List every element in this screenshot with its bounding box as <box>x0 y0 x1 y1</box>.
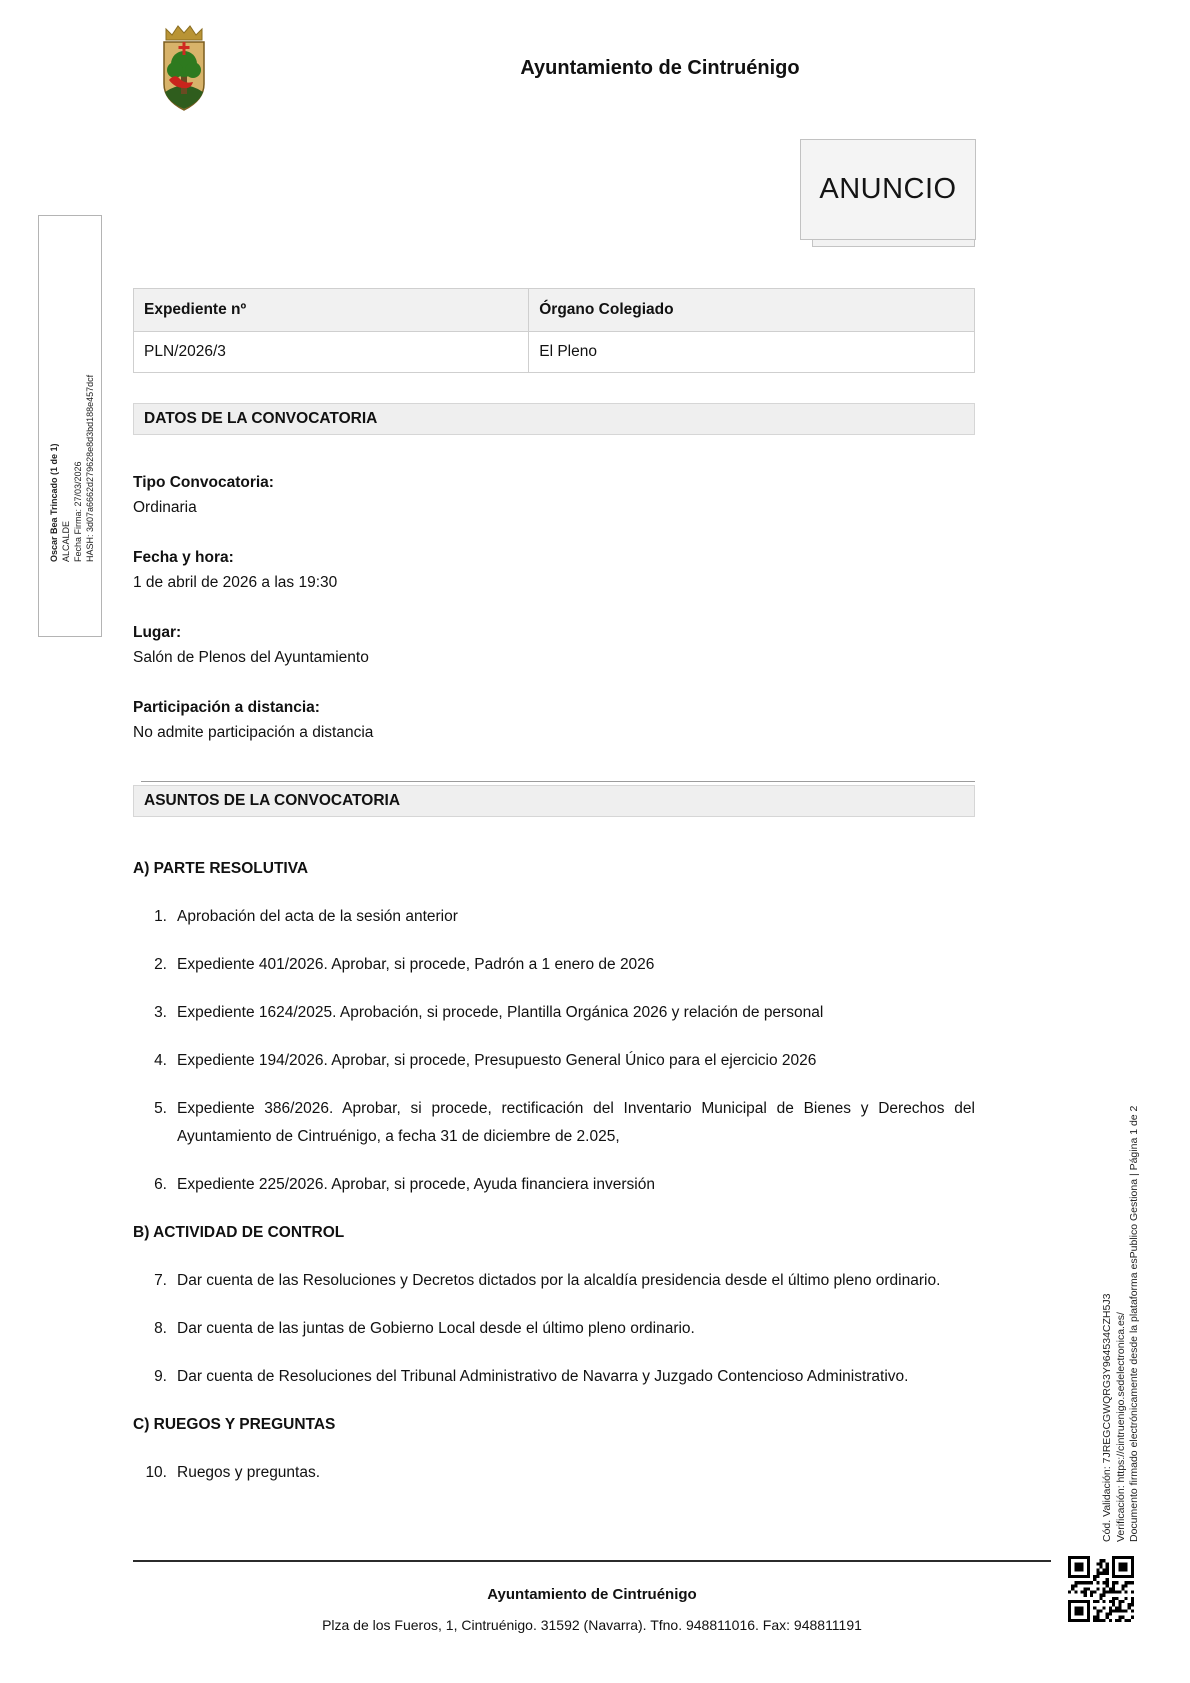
announcement-box <box>800 139 976 240</box>
agenda-group-heading-b: B) ACTIVIDAD DE CONTROL <box>133 1224 345 1241</box>
field-lugar <box>133 620 975 670</box>
list-item <box>133 951 975 979</box>
section-bar-asuntos <box>133 785 975 817</box>
list-item-number: 5. <box>154 1100 167 1117</box>
list-item <box>133 1095 975 1151</box>
list-item-text: Dar cuenta de las juntas de Gobierno Local desde el último pleno ordinario. <box>177 1320 695 1337</box>
list-item-text: Aprobación del acta de la sesión anterior <box>177 908 458 925</box>
page-title: Ayuntamiento de Cintruénigo <box>520 57 800 79</box>
signer-name: Oscar Bea Trincado (1 de 1) <box>49 443 59 562</box>
signature-hash: HASH: 3d07a6662d279628e8d3bd188e457dcf <box>85 374 95 562</box>
field-participacion <box>133 695 975 745</box>
list-item-number: 8. <box>154 1320 167 1337</box>
field-label: Participación a distancia: <box>133 699 320 716</box>
list-item-text: Dar cuenta de Resoluciones del Tribunal Administrativo de Navarra y Juzgado Contencioso Administrativo. <box>177 1368 909 1385</box>
field-fecha-hora <box>133 545 975 595</box>
list-item-number: 6. <box>154 1176 167 1193</box>
footer-address: Plza de los Fueros, 1, Cintruénigo. 31592 (Navarra). Tfno. 948811016. Fax: 948811191 <box>322 1617 862 1633</box>
expediente-table <box>133 288 975 373</box>
footer-divider <box>133 1560 1051 1562</box>
list-item-text: Ruegos y preguntas. <box>177 1464 321 1481</box>
field-value: 1 de abril de 2026 a las 19:30 <box>133 574 338 591</box>
list-item <box>133 1047 975 1075</box>
signer-role: ALCALDE <box>61 520 71 562</box>
list-item-text: Expediente 386/2026. Aprobar, si procede, rectificación del Inventario Municipal de Bienes y Derechos del Ayuntamiento de Cintruénigo, a fecha 31 de diciembre de 2.025, <box>177 1100 975 1145</box>
field-label: Lugar: <box>133 624 182 641</box>
section-bar-asuntos-label: ASUNTOS DE LA CONVOCATORIA <box>144 792 401 809</box>
field-label: Tipo Convocatoria: <box>133 474 274 491</box>
list-item-text: Dar cuenta de las Resoluciones y Decretos dictados por la alcaldía presidencia desde el último pleno ordinario. <box>177 1272 941 1289</box>
table-header-expediente: Expediente nº <box>134 289 529 332</box>
announcement-label: ANUNCIO <box>819 173 957 205</box>
list-item-number: 4. <box>154 1052 167 1069</box>
list-item <box>133 1315 975 1343</box>
validation-platform: Documento firmado electrónicamente desde la plataforma esPublico Gestiona | Página 1 de 2 <box>1128 1105 1140 1542</box>
town-coat-of-arms-icon <box>152 22 216 114</box>
list-item-text: Expediente 1624/2025. Aprobación, si procede, Plantilla Orgánica 2026 y relación de personal <box>177 1004 824 1021</box>
datos-fields <box>133 470 975 770</box>
list-item <box>133 999 975 1027</box>
signature-date: Fecha Firma: 27/03/2026 <box>73 461 83 562</box>
list-item-text: Expediente 401/2026. Aprobar, si procede, Padrón a 1 enero de 2026 <box>177 956 655 973</box>
qr-code <box>1068 1556 1134 1622</box>
list-item-text: Expediente 225/2026. Aprobar, si procede, Ayuda financiera inversión <box>177 1176 655 1193</box>
table-cell-expediente: PLN/2026/3 <box>134 332 529 373</box>
signature-sidebar-text <box>48 202 96 562</box>
list-item <box>133 903 975 931</box>
validation-code: Cód. Validación: 7JREGCGWQRG3Y964534CZH5J3 <box>1101 1293 1113 1542</box>
list-item-number: 1. <box>154 908 167 925</box>
section-divider <box>141 781 975 782</box>
table-header-organo: Órgano Colegiado <box>529 289 975 332</box>
list-item-number: 9. <box>154 1368 167 1385</box>
field-value: Ordinaria <box>133 499 197 516</box>
field-label: Fecha y hora: <box>133 549 234 566</box>
table-row <box>134 332 975 373</box>
footer-title: Ayuntamiento de Cintruénigo <box>487 1586 697 1603</box>
field-value: Salón de Plenos del Ayuntamiento <box>133 649 369 666</box>
table-header-row <box>134 289 975 332</box>
list-item <box>133 1171 975 1199</box>
agenda-group-heading-c: C) RUEGOS Y PREGUNTAS <box>133 1416 336 1433</box>
list-item-number: 3. <box>154 1004 167 1021</box>
list-item-number: 7. <box>154 1272 167 1289</box>
field-value: No admite participación a distancia <box>133 724 374 741</box>
list-item-number: 10. <box>145 1464 167 1481</box>
validation-sidebar-text <box>1101 922 1142 1542</box>
table-cell-organo: El Pleno <box>529 332 975 373</box>
list-item-text: Expediente 194/2026. Aprobar, si procede, Presupuesto General Único para el ejercicio 2026 <box>177 1052 817 1069</box>
list-item <box>133 1363 975 1391</box>
list-item-number: 2. <box>154 956 167 973</box>
section-bar-datos <box>133 403 975 435</box>
field-tipo-convocatoria <box>133 470 975 520</box>
section-bar-datos-label: DATOS DE LA CONVOCATORIA <box>144 410 378 427</box>
agenda-list <box>133 855 975 1507</box>
agenda-group-heading-a: A) PARTE RESOLUTIVA <box>133 860 309 877</box>
validation-url: Verificación: https://cintruenigo.sedelectronica.es/ <box>1114 1312 1127 1542</box>
list-item <box>133 1459 975 1487</box>
list-item <box>133 1267 975 1295</box>
